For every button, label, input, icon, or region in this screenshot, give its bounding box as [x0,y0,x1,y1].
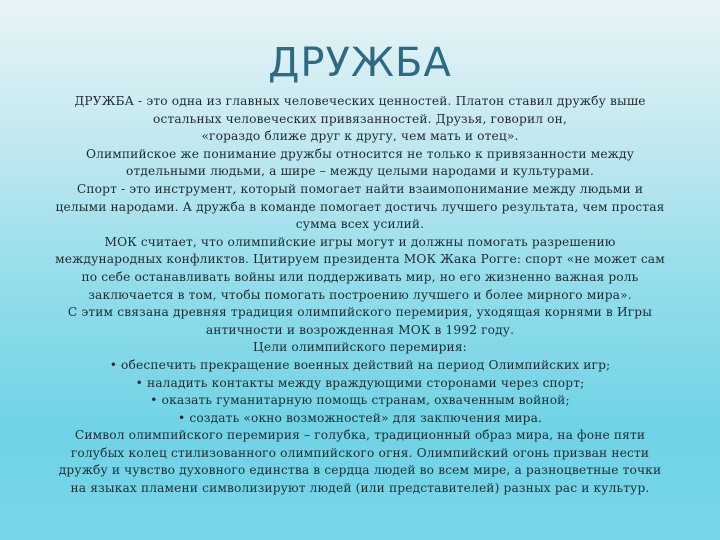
bullet-item: • наладить контакты между враждующими сторонами через спорт; [135,375,585,390]
paragraph: Цели олимпийского перемирия: [253,340,467,355]
paragraph: Спорт - это инструмент, который помогает найти взаимопонимание между людьми и целыми народами. А дружба в команде помогает достичь лучшего результата, чем простая сумма всех усилий. [55,181,665,232]
paragraph: Олимпийское же понимание дружбы относится не только к привязанности между отдельными людьми, а шире – между целыми народами и культурами. [85,146,635,179]
slide-body [52,93,668,498]
paragraph: МОК считает, что олимпийские игры могут и должны помогать разрешению международных конфликтов. Цитируем президента МОК Жака Рогге: спорт «не может сам по себе останавливать войны или поддерживать мир, но его жизненно важная роль заключается в том, чтобы помогать построению лучшего и более мирного мира». [55,234,665,302]
paragraph: «гораздо ближе друг к другу, чем мать и отец». [201,129,519,144]
bullet-item: • обеспечить прекращение военных действий на период Олимпийских игр; [109,357,611,372]
bullet-item: • создать «окно возможностей» для заключения мира. [177,410,543,425]
paragraph: Символ олимпийского перемирия – голубка, традиционный образ мира, на фоне пяти голубых колец стилизованного олимпийского огня. Олимпийский огонь призван нести дружбу и чувство духовного единства в сердца людей во всем мире, а разноцветные точки на языках пламени символизируют людей (или представителей) разных рас и культур. [58,428,662,496]
bullet-item: • оказать гуманитарную помощь странам, охваченным войной; [150,393,570,408]
paragraph: С этим связана древняя традиция олимпийского перемирия, уходящая корнями в Игры античности и возрожденная МОК в 1992 году. [67,305,653,337]
paragraph: ДРУЖБА - это одна из главных человеческих ценностей. Платон ставил дружбу выше остальных человеческих привязанностей. Друзья, говорил он, [74,94,646,126]
slide-title: ДРУЖБА [268,40,452,86]
